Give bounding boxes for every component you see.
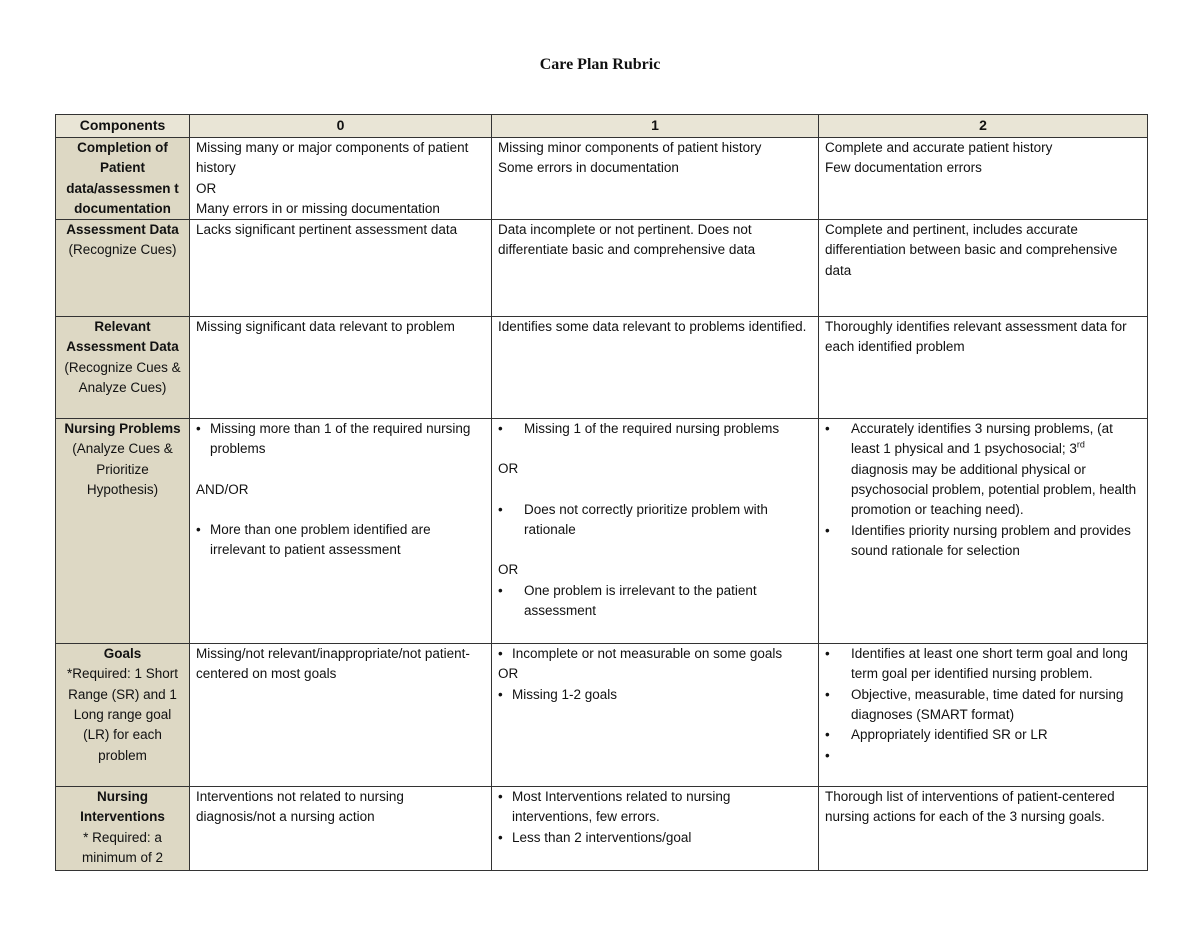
component-subtitle: (Recognize Cues) <box>68 242 177 258</box>
cell-text: Thorough list of interventions of patient-centered nursing actions for each of the 3 nursing goals. <box>825 789 1115 825</box>
cell-text: Thoroughly identifies relevant assessment data for each identified problem <box>825 319 1127 355</box>
table-row <box>56 644 1148 787</box>
component-cell <box>56 419 190 644</box>
or-label: AND/OR <box>196 481 249 497</box>
score-1-cell <box>492 220 819 317</box>
cell-text: Lacks significant pertinent assessment data <box>196 222 458 238</box>
component-cell <box>56 220 190 317</box>
cell-text: Data incomplete or not pertinent. Does not differentiate basic and comprehensive data <box>498 222 756 258</box>
component-name: Assessment Data <box>66 222 179 238</box>
bullet-list <box>498 787 812 848</box>
list-item: • Most Interventions related to nursing interventions, few errors. <box>498 787 812 828</box>
score-2-cell <box>819 787 1148 871</box>
score-0-cell <box>190 644 492 787</box>
cell-text: Some errors in documentation <box>498 160 679 176</box>
header-score-2: 2 <box>819 115 1148 138</box>
cell-text: Accurately identifies 3 nursing problems, (at least 1 physical and 1 psychosocial; 3 <box>851 421 1113 457</box>
cell-text: Missing significant data relevant to problem <box>196 319 455 335</box>
list-item: • Incomplete or not measurable on some goals <box>498 644 812 664</box>
score-2-cell <box>819 220 1148 317</box>
component-subtitle: *Required: 1 Short Range (SR) and 1 Long range goal (LR) for each problem <box>66 666 179 763</box>
cell-text: Missing/not relevant/inappropriate/not patient-centered on most goals <box>196 646 470 682</box>
bullet-list <box>196 520 485 561</box>
score-1-cell <box>492 138 819 220</box>
score-0-cell <box>190 220 492 317</box>
component-name: Relevant Assessment Data <box>66 319 179 355</box>
table-row <box>56 220 1148 317</box>
component-subtitle: * Required: a minimum of 2 <box>81 829 164 866</box>
list-item: • Missing more than 1 of the required nursing problems <box>196 419 485 460</box>
header-components: Components <box>56 115 190 138</box>
list-item <box>825 746 1141 766</box>
table-row <box>56 419 1148 644</box>
component-subtitle: (Recognize Cues & Analyze Cues) <box>64 359 181 396</box>
list-item: • Identifies priority nursing problem and provides sound rationale for selection <box>825 521 1141 562</box>
score-2-cell <box>819 419 1148 644</box>
component-cell <box>56 317 190 419</box>
list-item: • Objective, measurable, time dated for nursing diagnoses (SMART format) <box>825 685 1141 726</box>
header-score-0: 0 <box>190 115 492 138</box>
score-2-cell <box>819 317 1148 419</box>
score-0-cell <box>190 317 492 419</box>
bullet-list <box>498 581 812 622</box>
score-2-cell <box>819 644 1148 787</box>
list-item: • Appropriately identified SR or LR <box>825 725 1141 745</box>
cell-text: Complete and pertinent, includes accurate differentiation between basic and comprehensive data <box>825 222 1118 278</box>
or-label: OR <box>498 562 519 578</box>
cell-text: Interventions not related to nursing diagnosis/not a nursing action <box>196 789 404 825</box>
bullet-list <box>498 419 812 439</box>
cell-text: Missing minor components of patient history <box>498 140 762 155</box>
bullet-list <box>498 644 812 664</box>
or-label: OR <box>498 461 519 477</box>
bullet-list <box>498 685 812 705</box>
cell-text: diagnosis may be additional physical or psychosocial problem, potential problem, health promotion or teaching need). <box>851 461 1137 518</box>
component-name: Nursing Problems <box>64 421 181 437</box>
bullet-list <box>825 419 1141 561</box>
list-item: • More than one problem identified are irrelevant to patient assessment <box>196 520 485 561</box>
list-item: • Missing 1 of the required nursing problems <box>498 419 812 439</box>
score-1-cell <box>492 419 819 644</box>
cell-text: Many errors in or missing documentation <box>196 200 440 216</box>
or-label: OR <box>498 666 519 682</box>
component-cell <box>56 787 190 871</box>
list-item: • Does not correctly prioritize problem with rationale <box>498 500 812 541</box>
component-name: Nursing Interventions <box>80 789 165 825</box>
list-item: • Less than 2 interventions/goal <box>498 828 812 848</box>
cell-text: Missing many or major components of patient history <box>196 140 469 176</box>
header-row <box>56 115 1148 138</box>
component-subtitle: (Analyze Cues & Prioritize Hypothesis) <box>72 441 173 498</box>
bullet-list <box>196 419 485 460</box>
score-1-cell <box>492 644 819 787</box>
score-0-cell <box>190 787 492 871</box>
list-item <box>825 419 1141 520</box>
score-1-cell <box>492 787 819 871</box>
table-row <box>56 787 1148 871</box>
component-name: Completion of Patient data/assessmen t documentation <box>66 140 179 216</box>
rubric-table <box>55 114 1148 871</box>
table-row <box>56 317 1148 419</box>
header-score-1: 1 <box>492 115 819 138</box>
score-1-cell <box>492 317 819 419</box>
list-item: • Missing 1-2 goals <box>498 685 812 705</box>
list-item: • One problem is irrelevant to the patient assessment <box>498 581 812 622</box>
bullet-list <box>498 500 812 541</box>
component-cell <box>56 138 190 220</box>
bullet-list <box>825 644 1141 765</box>
superscript: rd <box>1076 439 1085 450</box>
component-cell <box>56 644 190 787</box>
component-name: Goals <box>103 646 142 662</box>
table-row <box>56 138 1148 220</box>
cell-text: Complete and accurate patient history <box>825 140 1053 155</box>
cell-text: Few documentation errors <box>825 160 982 176</box>
score-0-cell <box>190 419 492 644</box>
list-item: • Identifies at least one short term goal and long term goal per identified nursing problem. <box>825 644 1141 685</box>
score-2-cell <box>819 138 1148 220</box>
page-title: Care Plan Rubric <box>539 56 661 73</box>
cell-text: OR <box>196 180 217 196</box>
cell-text: Identifies some data relevant to problems identified. <box>498 319 807 335</box>
score-0-cell <box>190 138 492 220</box>
